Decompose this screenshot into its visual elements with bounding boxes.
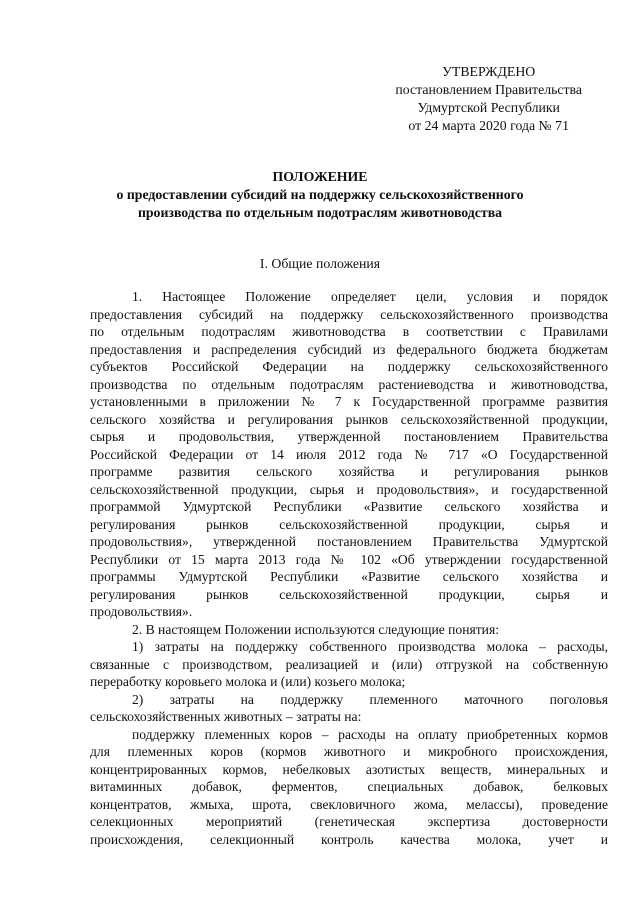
body-line: витаминных добавок, ферментов, специальных добавок, белковых	[90, 779, 608, 794]
body-line: установленными в приложении № 7 к Государственной программе развития	[90, 394, 608, 409]
document-body	[90, 288, 608, 848]
body-line: сельскохозяйственных животных – затраты на:	[90, 709, 362, 724]
body-line: предоставления и распределения субсидий из федерального бюджета бюджетам	[90, 341, 608, 357]
body-line: связанные с производством, реализацией и (или) отгрузкой на собственную	[90, 656, 608, 672]
body-line: Российской Федерации от 14 июля 2012 года № 717 «О Государственной	[90, 446, 608, 462]
body-line: программой Удмуртской Республики «Развитие сельского хозяйства и	[90, 499, 608, 514]
body-line: сельского хозяйства и регулирования рынков сельскохозяйственной продукции,	[90, 411, 608, 427]
approval-title: УТВЕРЖДЕНО	[442, 64, 536, 79]
body-line: 1) затраты на поддержку собственного производства молока – расходы,	[132, 639, 608, 654]
title-sub-2: производства по отдельным подотраслям животноводства	[137, 205, 503, 220]
body-line: 2) затраты на поддержку племенного маточного поголовья	[132, 691, 608, 707]
body-line: происхождения, селекционный контроль качества молока, учет и	[90, 831, 608, 847]
body-line: по отдельным подотраслям животноводства в соответствии с Правилами	[90, 324, 608, 339]
body-line: продовольствия».	[90, 604, 193, 619]
title-main: ПОЛОЖЕНИЕ	[272, 169, 368, 184]
body-line: концентрированных кормов, небелковых азотистых веществ, минеральных и	[90, 761, 608, 777]
body-line: 1. Настоящее Положение определяет цели, условия и порядок	[132, 289, 608, 304]
approval-line-2: постановлением Правительства	[395, 82, 582, 97]
approval-line-4: от 24 марта 2020 года № 71	[408, 118, 569, 133]
body-line: программы Удмуртской Республики «Развитие сельского хозяйства и	[90, 569, 608, 584]
body-line: сырья и продовольствия, утвержденной постановлением Правительства	[90, 429, 608, 444]
body-line: предоставления субсидий на поддержку сельскохозяйственного производства	[90, 306, 608, 322]
body-line: сельскохозяйственной продукции, сырья и продовольствия», и государственной	[90, 481, 608, 497]
body-line: 2. В настоящем Положении используются следующие понятия:	[132, 621, 499, 637]
title-sub-1: о предоставлении субсидий на поддержку сельскохозяйственного	[116, 187, 524, 202]
body-line: продовольствия», утвержденной постановлением Правительства Удмуртской	[90, 534, 608, 549]
body-line: селекционных мероприятий (генетическая экспертиза достоверности	[90, 814, 608, 829]
body-line: концентратов, жмыха, шрота, свекловичного жома, мелассы), проведение	[90, 796, 608, 812]
body-line: поддержку племенных коров – расходы на оплату приобретенных кормов	[132, 726, 608, 742]
body-line: переработку коровьего молока и (или) козьего молока;	[90, 674, 406, 689]
body-line: регулирования рынков сельскохозяйственной продукции, сырья и	[90, 586, 608, 602]
approval-line-3: Удмуртской Республики	[417, 100, 560, 115]
body-line: производства по отдельным подотраслям растениеводства и животноводства,	[90, 376, 608, 392]
section-heading: I. Общие положения	[259, 256, 381, 271]
body-line: программе развития сельского хозяйства и регулирования рынков	[90, 464, 608, 479]
body-line: для племенных коров (кормов животного и микробного происхождения,	[90, 744, 608, 759]
body-line: субъектов Российской Федерации на поддержку сельскохозяйственного	[90, 359, 608, 374]
body-line: Республики от 15 марта 2013 года № 102 «Об утверждении государственной	[90, 551, 608, 567]
body-line: регулирования рынков сельскохозяйственной продукции, сырья и	[90, 516, 608, 532]
document-title	[0, 168, 640, 222]
approval-stamp	[395, 63, 582, 135]
